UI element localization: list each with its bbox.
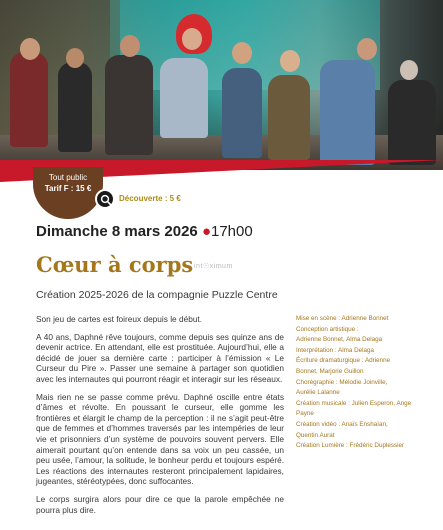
credit-line: Adrienne Bonnet, Alma Delaga <box>296 336 383 344</box>
description <box>36 314 284 522</box>
event-date-text: Dimanche 8 mars 2026 <box>36 223 198 240</box>
credits-list <box>296 314 414 452</box>
discovery-price: Découverte : 5 € <box>119 194 181 203</box>
description-paragraph: Son jeu de cartes est foireux depuis le début. <box>36 314 203 324</box>
credit-line: Chorégraphie : Mélodie Joinville, <box>296 378 388 386</box>
credit-line: Création musicale : Julien Esperon, Ange <box>296 399 412 407</box>
credit-line: Quentin Aurat <box>296 431 335 439</box>
event-time: 17h00 <box>211 223 253 240</box>
tariff-label: Tarif F : 15 € <box>44 184 92 193</box>
audience-label: Tout public <box>48 173 88 182</box>
description-paragraph: Mais rien ne se passe comme prévu. Daphné oscille entre états d’âmes et révolte. En poussant le curseur, elle gomme les frontières et élargit le champ de la perception : il ne s’agit peut-être que de femmes et d’hommes traversés par les intempéries de leur vie et prisonniers d’un système de pouvoirs souvent pervers. Elle aimerait pourtant qu’on entende dans sa voix un peu cassée, un peu usée, l’amour, la solitude, le bonheur perdu et toujours espéré. Les réactions des internautes resteront principalement lapidaires, jugeantes, stéréotypées, donc suffocantes. <box>36 391 284 487</box>
credit-line: Création Lumière : Frédéric Duplessier <box>296 442 405 450</box>
description-paragraph: A 40 ans, Daphné rêve toujours, comme depuis ses quinze ans de devenir actrice. En attendant, elle est prostituée. Aujourd’hui, elle a décidé de jouer sa dernière carte : participer à l’émission « Le Curseur du Pire ». Passer une semaine à partager son quotidien avec les internautes qui pourront réagir et interagir sur les réseaux. <box>36 331 284 384</box>
credit-line: Aurélie Lalanne <box>296 389 340 397</box>
event-title: Cœur à corps <box>36 252 194 277</box>
hero-photo <box>0 0 443 170</box>
credit-line: Mise en scène : Adrienne Bonnet <box>296 315 389 322</box>
credit-line: Conception artistique : <box>296 325 359 333</box>
credit-line: Bonnet, Marjorie Guillon <box>296 367 364 375</box>
credit-line: Payne <box>296 410 314 418</box>
credit-line: Création vidéo : Anaïs Enshaïan, <box>296 420 388 428</box>
search-icon[interactable] <box>95 189 115 209</box>
credit-line: Interprétation : Alma Delaga <box>296 346 375 354</box>
event-date <box>36 223 253 240</box>
credit-line: Écriture dramaturgique : Adrienne <box>296 357 391 365</box>
event-subtitle: Création 2025-2026 de la compagnie Puzzle Centre <box>36 289 278 301</box>
bullet-icon: ● <box>201 223 211 240</box>
price-badge <box>33 167 103 219</box>
partner-logo: int☉ximum <box>194 263 233 270</box>
description-paragraph: Le corps surgira alors pour dire ce que la parole empêchée ne pourra plus dire. <box>36 493 284 515</box>
